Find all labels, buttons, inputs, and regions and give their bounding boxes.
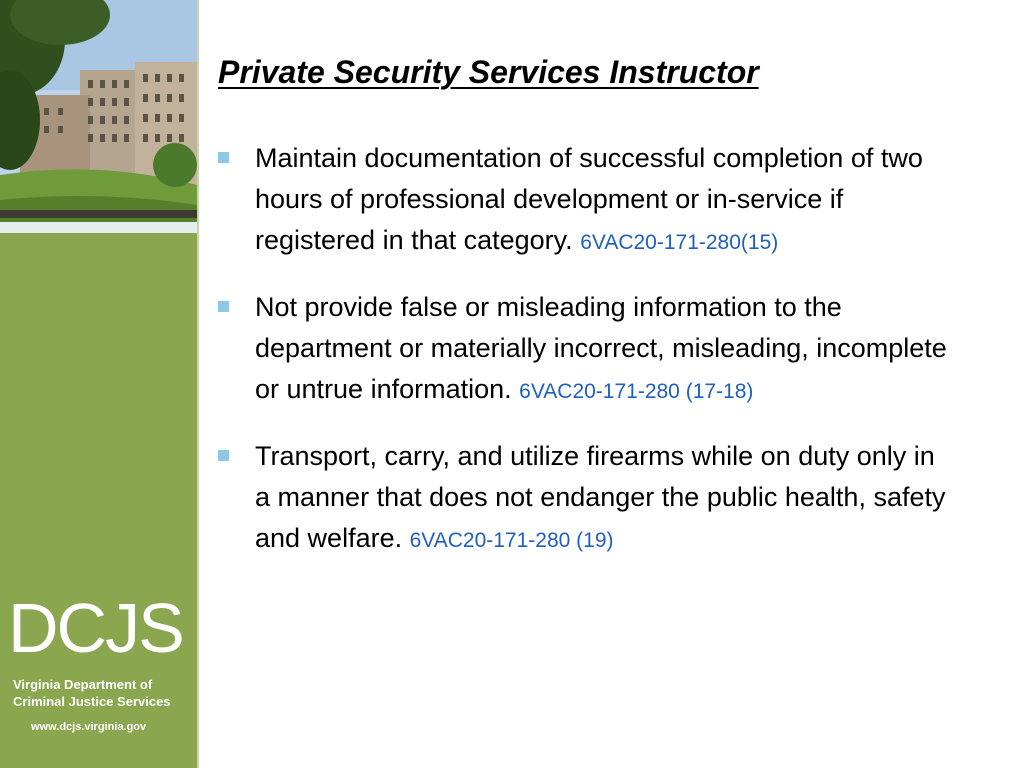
bullet-item — [218, 287, 948, 412]
slide-title: Private Security Services Instructor — [218, 54, 759, 90]
bullet-citation: 6VAC20-171-280(15) — [580, 231, 779, 254]
dcjs-logo — [8, 588, 193, 668]
bullet-square-icon — [218, 152, 229, 163]
bullet-item — [218, 436, 948, 561]
organization-name — [13, 676, 193, 710]
bullet-citation: 6VAC20-171-280 (19) — [409, 529, 614, 552]
sidebar-divider — [197, 0, 199, 768]
building-photo — [0, 0, 197, 233]
sidebar — [0, 0, 197, 768]
bullet-item — [218, 138, 948, 263]
organization-name-line2: Criminal Justice Services — [13, 694, 171, 709]
organization-name-line1: Virginia Department of — [13, 677, 153, 692]
dcjs-logo-text: DCJS — [8, 589, 183, 667]
bullet-square-icon — [218, 450, 229, 461]
bullet-square-icon — [218, 301, 229, 312]
bullet-text: Transport, carry, and utilize firearms while on duty only in a manner that does not endanger the public health, safety and welfare. — [255, 441, 946, 553]
bullet-list — [218, 138, 948, 561]
bullet-text: Maintain documentation of successful completion of two hours of professional development or in-service if registered in that category. — [255, 143, 923, 255]
bullet-text: Not provide false or misleading information to the department or materially incorrect, misleading, incomplete or untrue information. — [255, 292, 947, 404]
website-url: www.dcjs.virginia.gov — [31, 721, 147, 733]
bullet-citation: 6VAC20-171-280 (17-18) — [519, 380, 754, 403]
